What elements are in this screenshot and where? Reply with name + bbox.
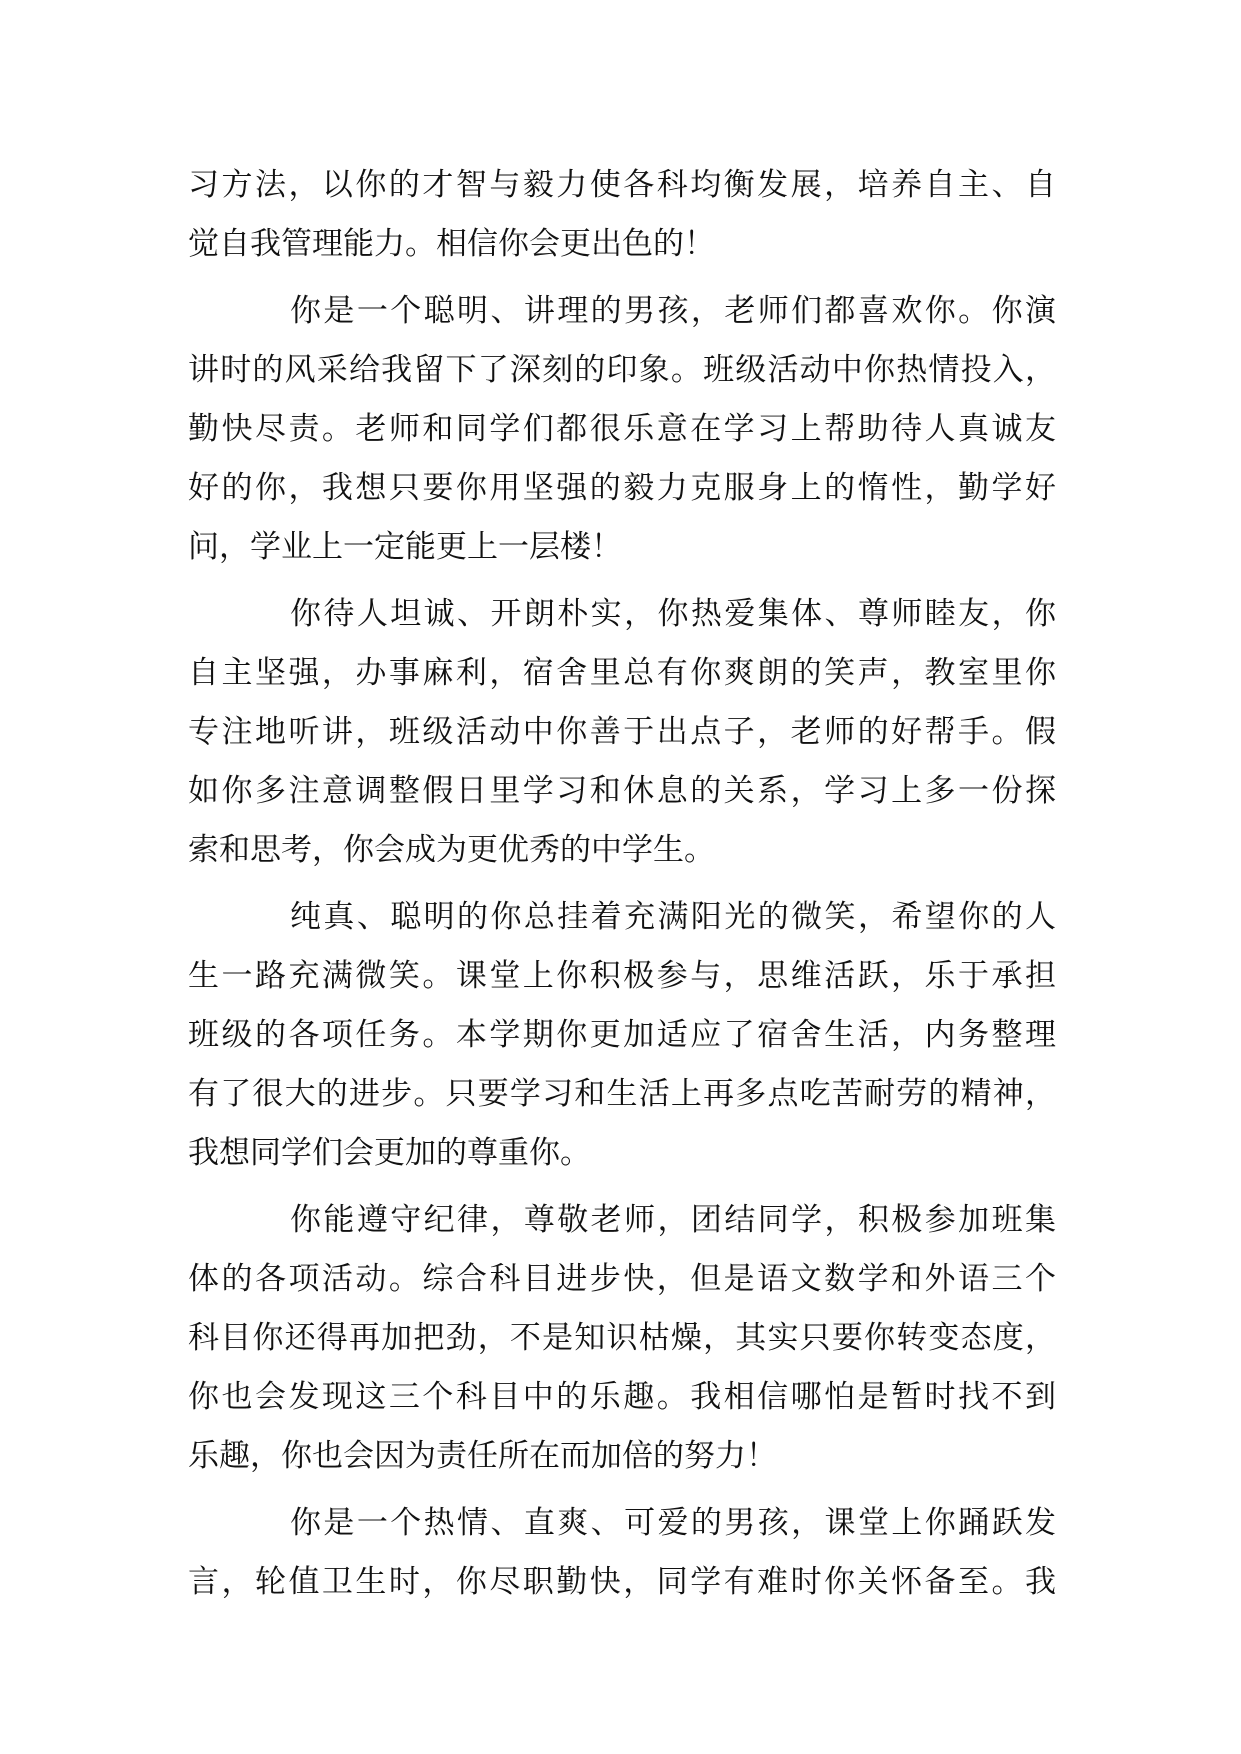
text-line: 我想同学们会更加的尊重你。 <box>188 1135 591 1171</box>
text-line: 科目你还得再加把劲，不是知识枯燥，其实只要你转变态度， <box>188 1320 1056 1356</box>
text-line: 习方法，以你的才智与毅力使各科均衡发展，培养自主、自 <box>188 167 1056 203</box>
text-line: 乐趣，你也会因为责任所在而加倍的努力！ <box>188 1438 777 1474</box>
text-line: 纯真、聪明的你总挂着充满阳光的微笑，希望你的人 <box>290 899 1056 935</box>
document-body <box>188 156 1056 1620</box>
text-line: 觉自我管理能力。相信你会更出色的！ <box>188 226 715 262</box>
paragraph <box>188 282 1056 577</box>
text-line: 问，学业上一定能更上一层楼！ <box>188 529 622 565</box>
text-line: 如你多注意调整假日里学习和休息的关系，学习上多一份探 <box>188 773 1056 809</box>
text-line: 索和思考，你会成为更优秀的中学生。 <box>188 832 715 868</box>
text-line: 班级的各项任务。本学期你更加适应了宿舍生活，内务整理 <box>188 1017 1056 1053</box>
paragraph <box>188 585 1056 880</box>
paragraph <box>188 1191 1056 1486</box>
text-line: 言，轮值卫生时，你尽职勤快，同学有难时你关怀备至。我 <box>188 1564 1056 1600</box>
text-line: 专注地听讲，班级活动中你善于出点子，老师的好帮手。假 <box>188 714 1056 750</box>
paragraph <box>188 1494 1056 1612</box>
text-line: 你也会发现这三个科目中的乐趣。我相信哪怕是暂时找不到 <box>188 1379 1056 1415</box>
paragraph <box>188 156 1056 274</box>
text-line: 好的你，我想只要你用坚强的毅力克服身上的惰性，勤学好 <box>188 470 1056 506</box>
text-line: 生一路充满微笑。课堂上你积极参与，思维活跃，乐于承担 <box>188 958 1056 994</box>
text-line: 体的各项活动。综合科目进步快，但是语文数学和外语三个 <box>188 1261 1056 1297</box>
text-line: 你是一个聪明、讲理的男孩，老师们都喜欢你。你演 <box>290 293 1056 329</box>
text-line: 勤快尽责。老师和同学们都很乐意在学习上帮助待人真诚友 <box>188 411 1056 447</box>
text-line: 讲时的风采给我留下了深刻的印象。班级活动中你热情投入， <box>188 352 1056 388</box>
text-line: 你是一个热情、直爽、可爱的男孩，课堂上你踊跃发 <box>290 1505 1056 1541</box>
text-line: 有了很大的进步。只要学习和生活上再多点吃苦耐劳的精神， <box>188 1076 1056 1112</box>
text-line: 你待人坦诚、开朗朴实，你热爱集体、尊师睦友，你 <box>290 596 1056 632</box>
text-line: 你能遵守纪律，尊敬老师，团结同学，积极参加班集 <box>290 1202 1056 1238</box>
paragraph <box>188 888 1056 1183</box>
text-line: 自主坚强，办事麻利，宿舍里总有你爽朗的笑声，教室里你 <box>188 655 1056 691</box>
